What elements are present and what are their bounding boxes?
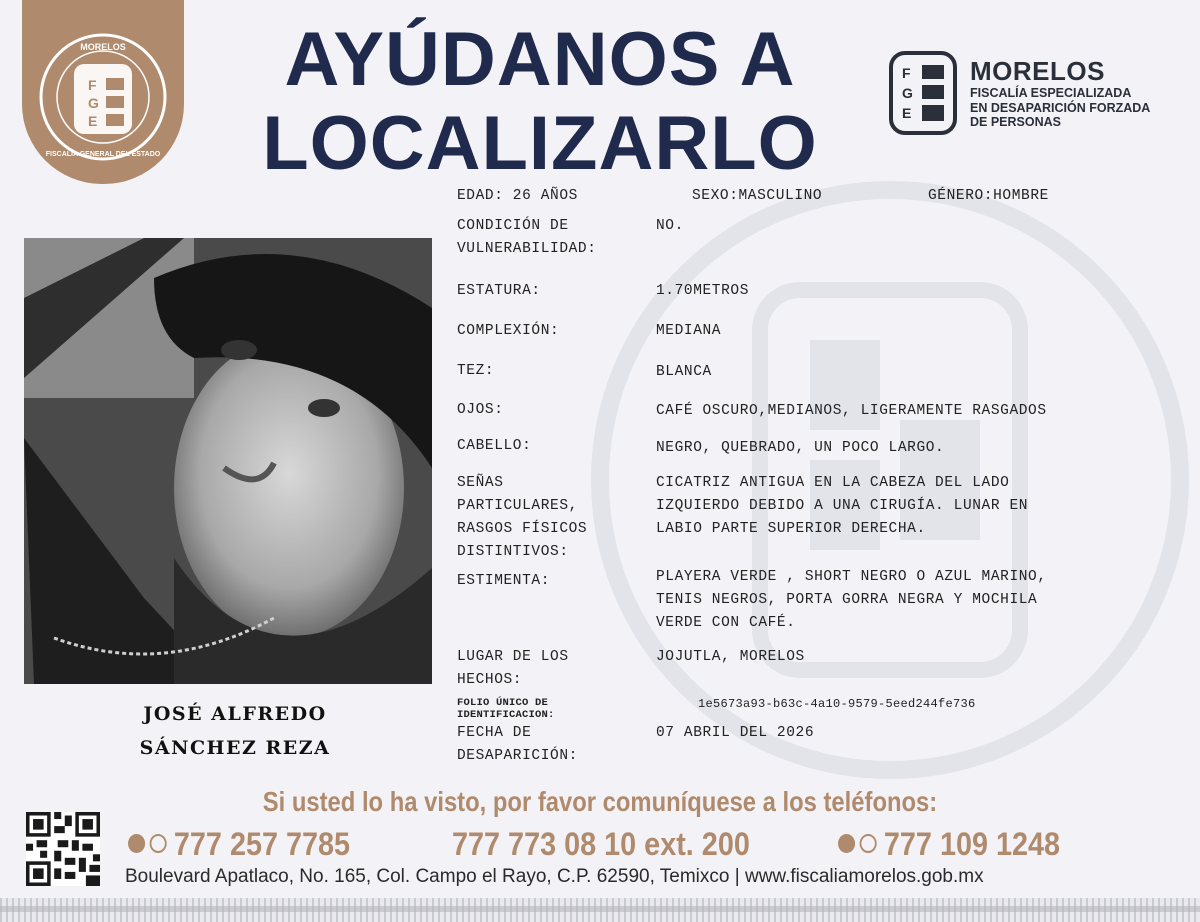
senas-line-1: CICATRIZ ANTIGUA EN LA CABEZA DEL LADO: [656, 475, 1010, 491]
vestimenta-line-2: TENIS NEGROS, PORTA GORRA NEGRA Y MOCHILA: [656, 592, 1038, 608]
senas-label-2: PARTICULARES,: [457, 498, 578, 514]
tez-value: BLANCA: [656, 364, 712, 380]
lugar-value: JOJUTLA, MORELOS: [656, 649, 805, 665]
edad-field: EDAD: 26 AÑOS: [457, 188, 578, 204]
phone-icon: [128, 834, 145, 853]
lugar-label-2: HECHOS:: [457, 672, 523, 688]
ojos-value: CAFÉ OSCURO,MEDIANOS, LIGERAMENTE RASGADOS: [656, 403, 1047, 419]
phone-icon: [838, 834, 855, 853]
complexion-label: COMPLEXIÓN:: [457, 323, 560, 339]
vestimenta-label: ESTIMENTA:: [457, 573, 551, 589]
senas-label-3: RASGOS FÍSICOS: [457, 521, 588, 537]
vulnerabilidad-value: NO.: [656, 218, 684, 234]
fecha-value: 07 ABRIL DEL 2026: [656, 725, 815, 741]
person-name-line-2: SÁNCHEZ REZA: [139, 737, 331, 759]
agency-name: MORELOS: [970, 56, 1105, 86]
fge-badge: [22, 0, 184, 184]
seal-letter-e: E: [88, 113, 98, 129]
contact-appeal: Si usted lo ha visto, por favor comuníquese a los teléfonos:: [262, 786, 938, 817]
phone-3[interactable]: [838, 826, 1060, 863]
shield-letter-f: F: [902, 65, 911, 81]
phone-3-number: 777 109 1248: [883, 826, 1061, 862]
lugar-label: [457, 646, 569, 692]
sexo-field: SEXO:MASCULINO: [692, 188, 823, 204]
senas-label-4: DISTINTIVOS:: [457, 544, 569, 560]
agency-subtitle: [970, 86, 1150, 130]
ojos-label: OJOS:: [457, 402, 504, 418]
qr-code-icon: [26, 812, 100, 886]
agency-sub-3: DE PERSONAS: [970, 115, 1061, 129]
shield-letter-g: G: [902, 85, 913, 101]
cabello-label: CABELLO:: [457, 438, 532, 454]
agency-sub-2: EN DESAPARICIÓN FORZADA: [970, 100, 1151, 115]
title-line-1: AYÚDANOS A: [284, 17, 796, 102]
folio-label-1: FOLIO ÚNICO DE: [457, 697, 549, 709]
phone-1-number: 777 257 7785: [173, 826, 351, 862]
decorative-border-band: [0, 906, 1200, 912]
phone-1[interactable]: [128, 826, 350, 863]
fge-seal-icon: [36, 30, 170, 164]
seal-ring-top: MORELOS: [80, 42, 126, 52]
senas-label: [457, 472, 587, 564]
complexion-value: MEDIANA: [656, 323, 722, 339]
shield-letter-e: E: [902, 105, 912, 121]
lugar-label-1: LUGAR DE LOS: [457, 649, 569, 665]
senas-label-1: SEÑAS: [457, 475, 504, 491]
fecha-label-2: DESAPARICIÓN:: [457, 748, 578, 764]
vulnerabilidad-label-2: VULNERABILIDAD:: [457, 241, 597, 257]
folio-label-2: IDENTIFICACION:: [457, 709, 555, 721]
missing-person-photo: [24, 238, 432, 684]
cabello-value: NEGRO, QUEBRADO, UN POCO LARGO.: [656, 440, 945, 456]
fecha-label-1: FECHA DE: [457, 725, 532, 741]
vestimenta-line-1: PLAYERA VERDE , SHORT NEGRO O AZUL MARINO,: [656, 569, 1047, 585]
phone-2-number: 777 773 08 10 ext. 200: [452, 826, 750, 862]
vulnerabilidad-label-1: CONDICIÓN DE: [457, 218, 569, 234]
fecha-label: [457, 722, 578, 768]
vestimenta-line-3: VERDE CON CAFÉ.: [656, 615, 796, 631]
folio-label: [457, 697, 555, 721]
seal-letter-g: G: [88, 95, 99, 111]
whatsapp-icon: [150, 834, 167, 853]
senas-line-3: LABIO PARTE SUPERIOR DERECHA.: [656, 521, 926, 537]
vulnerabilidad-label: [457, 215, 597, 261]
senas-line-2: IZQUIERDO DEBIDO A UNA CIRUGÍA. LUNAR EN: [656, 498, 1029, 514]
address-line: Boulevard Apatlaco, No. 165, Col. Campo el Rayo, C.P. 62590, Temixco | www.fiscaliamorelos.gob.mx: [125, 866, 984, 887]
seal-letter-f: F: [88, 77, 97, 93]
agency-sub-1: FISCALÍA ESPECIALIZADA: [970, 86, 1132, 100]
senas-value: [656, 472, 1136, 541]
person-name-line-1: JOSÉ ALFREDO: [143, 703, 327, 725]
seal-ring-bottom: FISCALÍA GENERAL DEL ESTADO: [45, 151, 161, 158]
vestimenta-value: [656, 566, 1136, 635]
page-title: [190, 18, 890, 186]
fge-shield-icon: [888, 50, 958, 136]
folio-value: 1e5673a93-b63c-4a10-9579-5eed244fe736: [698, 697, 976, 711]
genero-field: GÉNERO:HOMBRE: [928, 188, 1049, 204]
tez-label: TEZ:: [457, 363, 495, 379]
estatura-label: ESTATURA:: [457, 283, 541, 299]
title-line-2: LOCALIZARLO: [262, 101, 818, 186]
whatsapp-icon: [860, 834, 877, 853]
estatura-value: 1.70METROS: [656, 283, 750, 299]
phone-2[interactable]: [452, 826, 750, 863]
